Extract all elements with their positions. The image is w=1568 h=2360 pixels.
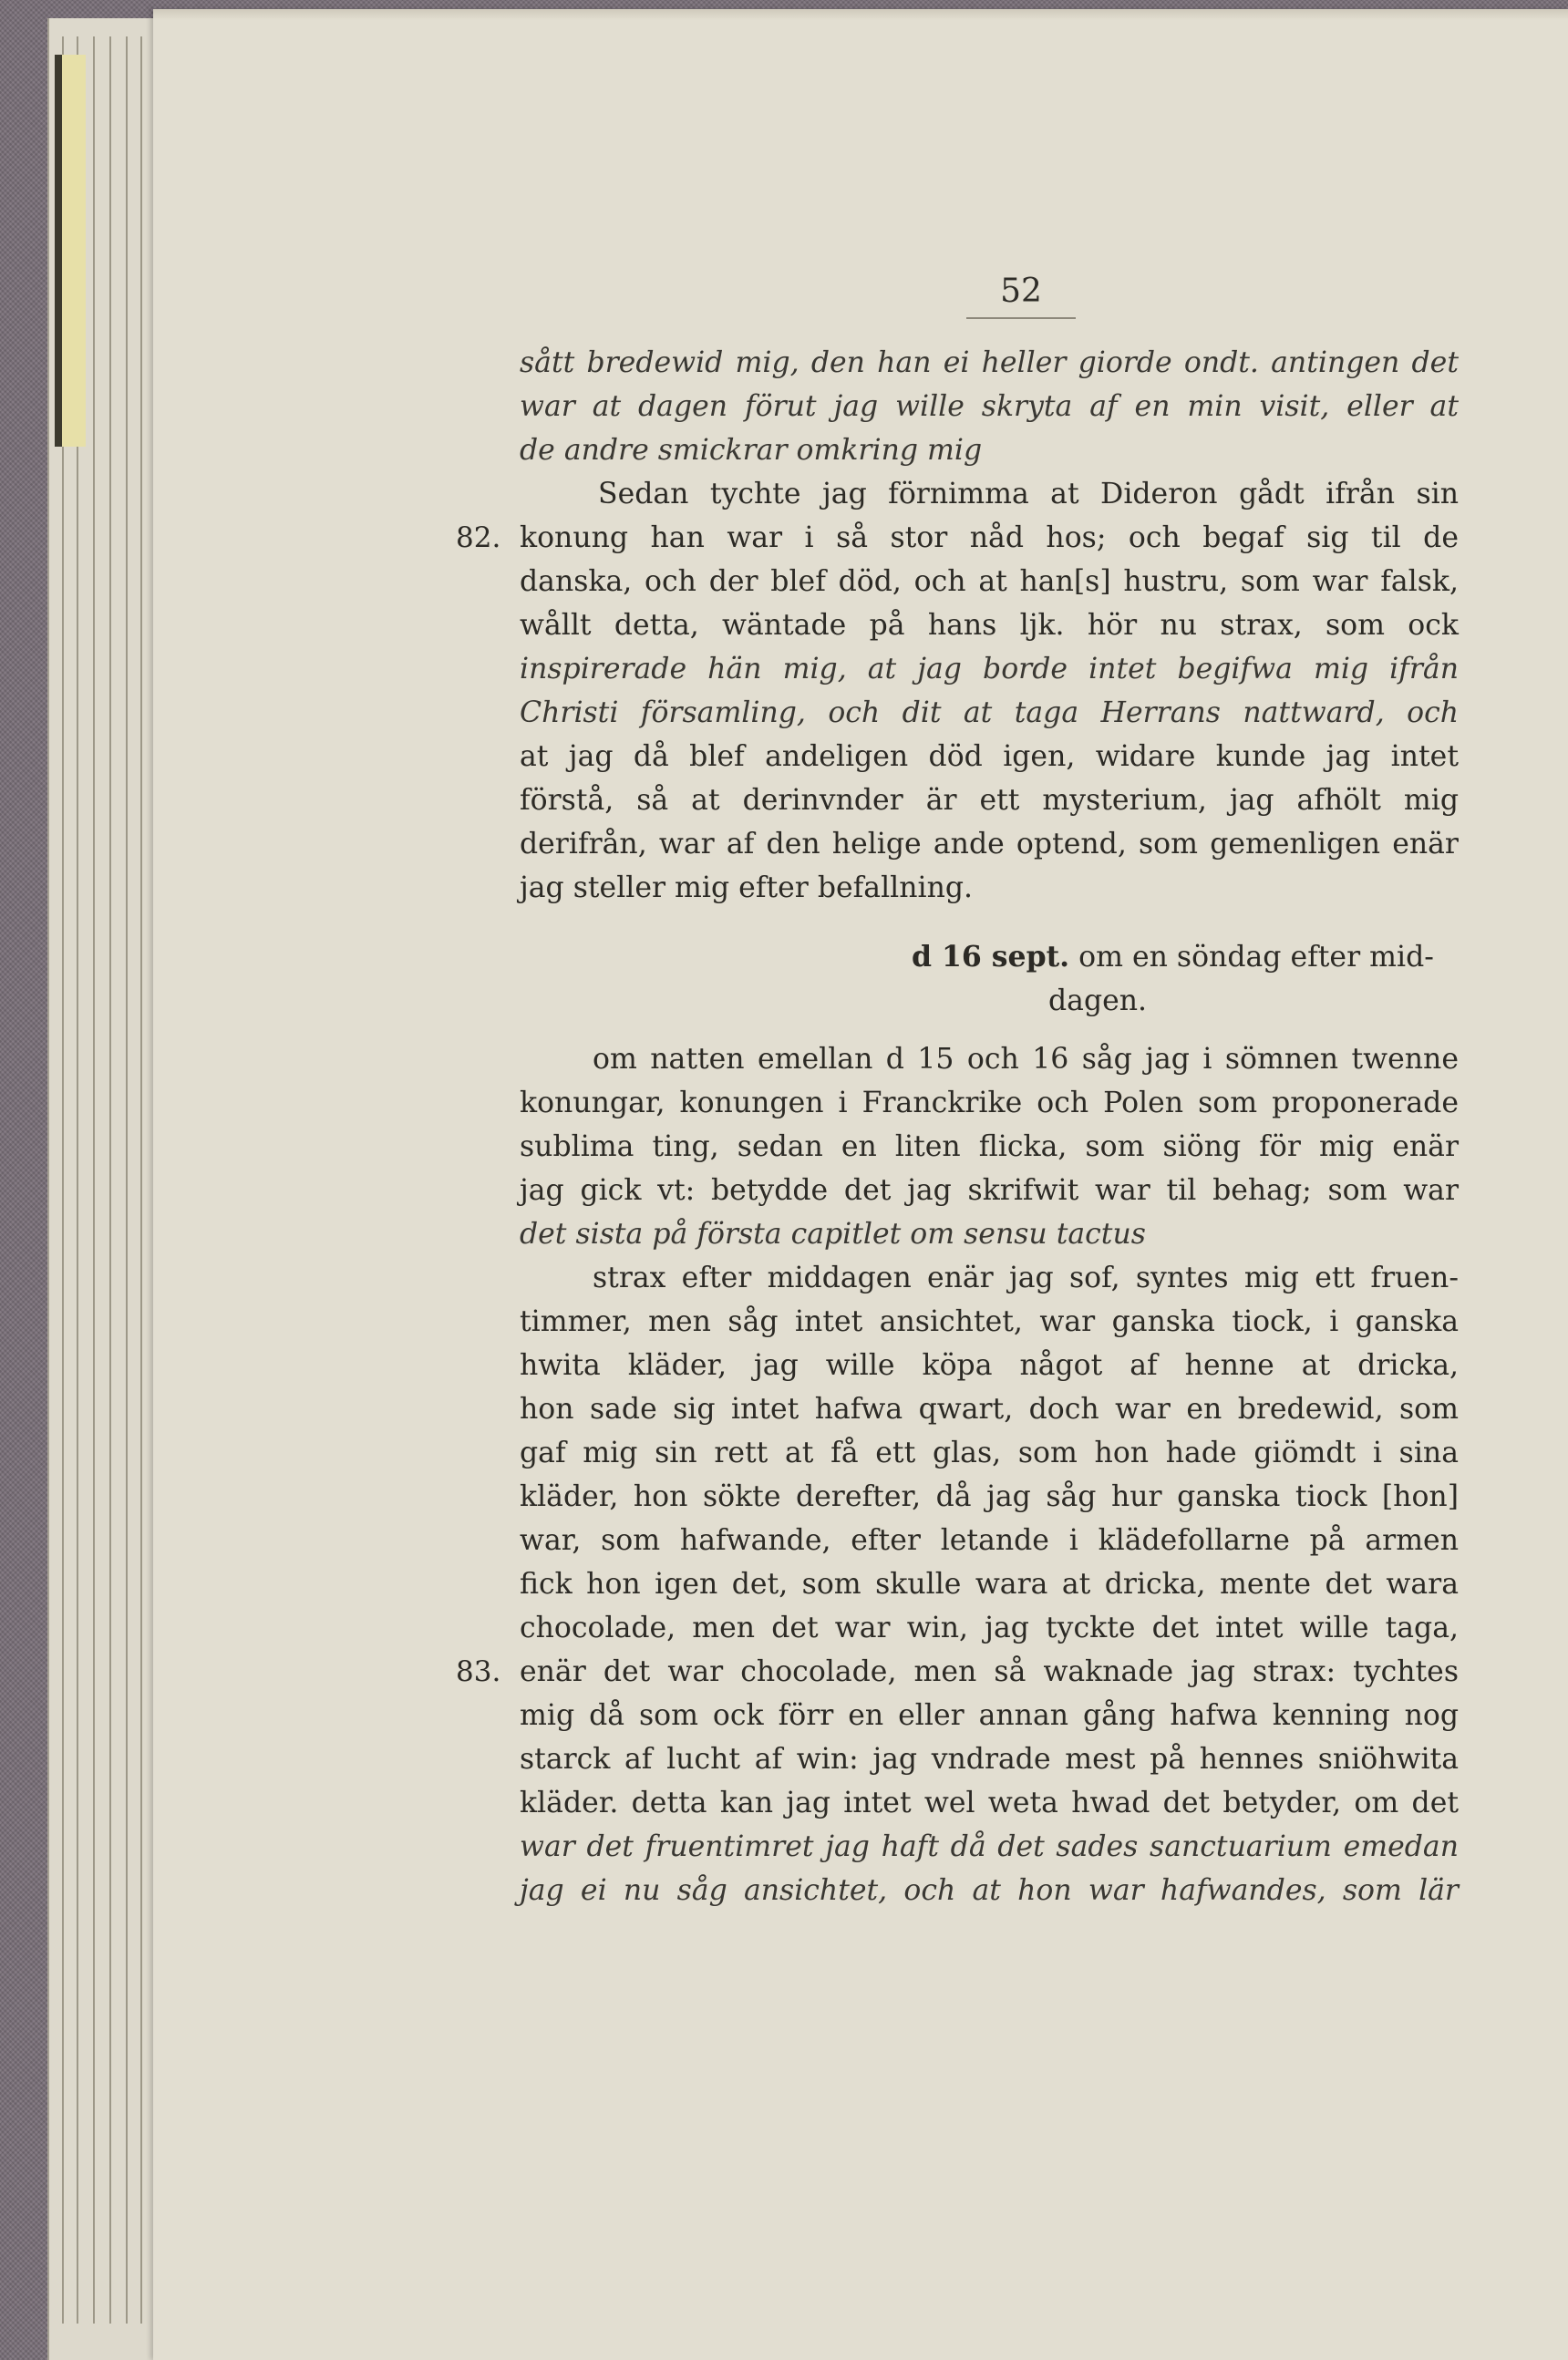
date-heading-text: om en söndag efter mid- — [1078, 941, 1434, 974]
date-heading-continuation: dagen. — [1048, 984, 1148, 1017]
text-line: war det fruentimret jag haft då det sades sanctuarium emedan — [520, 1830, 1459, 1863]
text-line: konungar, konungen i Franckrike och Polen som proponerade — [520, 1087, 1459, 1119]
text-line: konung han war i så stor nåd hos; och begaf sig til de — [520, 521, 1459, 554]
text-line: om natten emellan d 15 och 16 såg jag i sömnen twenne — [593, 1043, 1459, 1076]
date-label: d 16 sept. — [912, 940, 1070, 974]
text-line: at jag då blef andeligen död igen, widare kunde jag intet — [520, 740, 1459, 773]
text-line: jag gick vt: betydde det jag skrifwit war til behag; som war — [520, 1174, 1459, 1207]
text-line: jag ei nu såg ansichtet, och at hon war hafwandes, som lär — [520, 1874, 1459, 1907]
page-edge — [140, 36, 142, 2324]
text-line: det sista på första capitlet om sensu tactus — [520, 1218, 1146, 1251]
page-edge — [126, 36, 128, 2324]
text-line: war, som hafwande, efter letande i klädefollarne på armen — [520, 1524, 1459, 1557]
text-line: Christi församling, och dit at taga Herrans nattward, och — [520, 696, 1459, 729]
margin-number: 82. — [456, 521, 501, 554]
date-heading — [912, 935, 1459, 979]
margin-number: 83. — [456, 1655, 501, 1688]
text-line: gaf mig sin rett at få ett glas, som hon hade giömdt i sina — [520, 1437, 1459, 1469]
text-line: danska, och der blef död, och at han[s] hustru, som war falsk, — [520, 565, 1459, 598]
text-line: förstå, så at derinvnder är ett mysterium, jag afhölt mig — [520, 784, 1459, 817]
text-line: timmer, men såg intet ansichtet, war ganska tiock, i ganska — [520, 1305, 1459, 1338]
text-line: wållt detta, wäntade på hans lјk. hör nu strax, som ock — [520, 609, 1459, 642]
page-edge — [93, 36, 95, 2324]
text-line: enär det war chocolade, men så waknade jag strax: tychtes — [520, 1655, 1459, 1688]
bookmark-tab — [55, 55, 86, 447]
text-line: inspirerade hän mig, at jag borde intet begifwa mig ifrån — [520, 653, 1459, 685]
text-line: chocolade, men det war win, jag tyckte det intet wille taga, — [520, 1612, 1459, 1644]
page-edge — [109, 36, 111, 2324]
text-line: sått bredewid mig, den han ei heller giorde ondt. antingen det — [520, 346, 1459, 379]
text-line: war at dagen förut jag wille skryta af en min visit, eller at — [520, 390, 1459, 423]
text-line: de andre smickrar omkring mig — [520, 434, 983, 467]
text-line: kläder. detta kan jag intet wel weta hwad det betyder, om det — [520, 1787, 1459, 1819]
text-line: strax efter middagen enär jag sof, syntes mig ett fruen- — [593, 1262, 1459, 1294]
text-line: jag steller mig efter befallning. — [520, 871, 974, 904]
text-line: starck af lucht af win: jag vndrade mest på hennes sniöhwita — [520, 1743, 1459, 1776]
text-line: sublima ting, sedan en liten flicka, som siöng för mig enär — [520, 1130, 1459, 1163]
text-line: Sedan tychte jag förnimma at Dideron gådt ifrån sin — [598, 478, 1459, 510]
text-line: fick hon igen det, som skulle wara at dricka, mente det wara — [520, 1568, 1459, 1601]
text-line: hon sade sig intet hafwa qwart, doch war en bredewid, som — [520, 1393, 1459, 1426]
text-line: derifrån, war af den helige ande optend, som gemenligen enär — [520, 828, 1459, 861]
text-line: hwita kläder, jag wille köpa något af henne at dricka, — [520, 1349, 1459, 1382]
text-line: mig då som ock förr en eller annan gång hafwa kenning nog — [520, 1699, 1459, 1732]
page-number: 52 — [966, 266, 1076, 319]
text-line: kläder, hon sökte derefter, då jag såg hur ganska tiock [hon] — [520, 1480, 1459, 1513]
